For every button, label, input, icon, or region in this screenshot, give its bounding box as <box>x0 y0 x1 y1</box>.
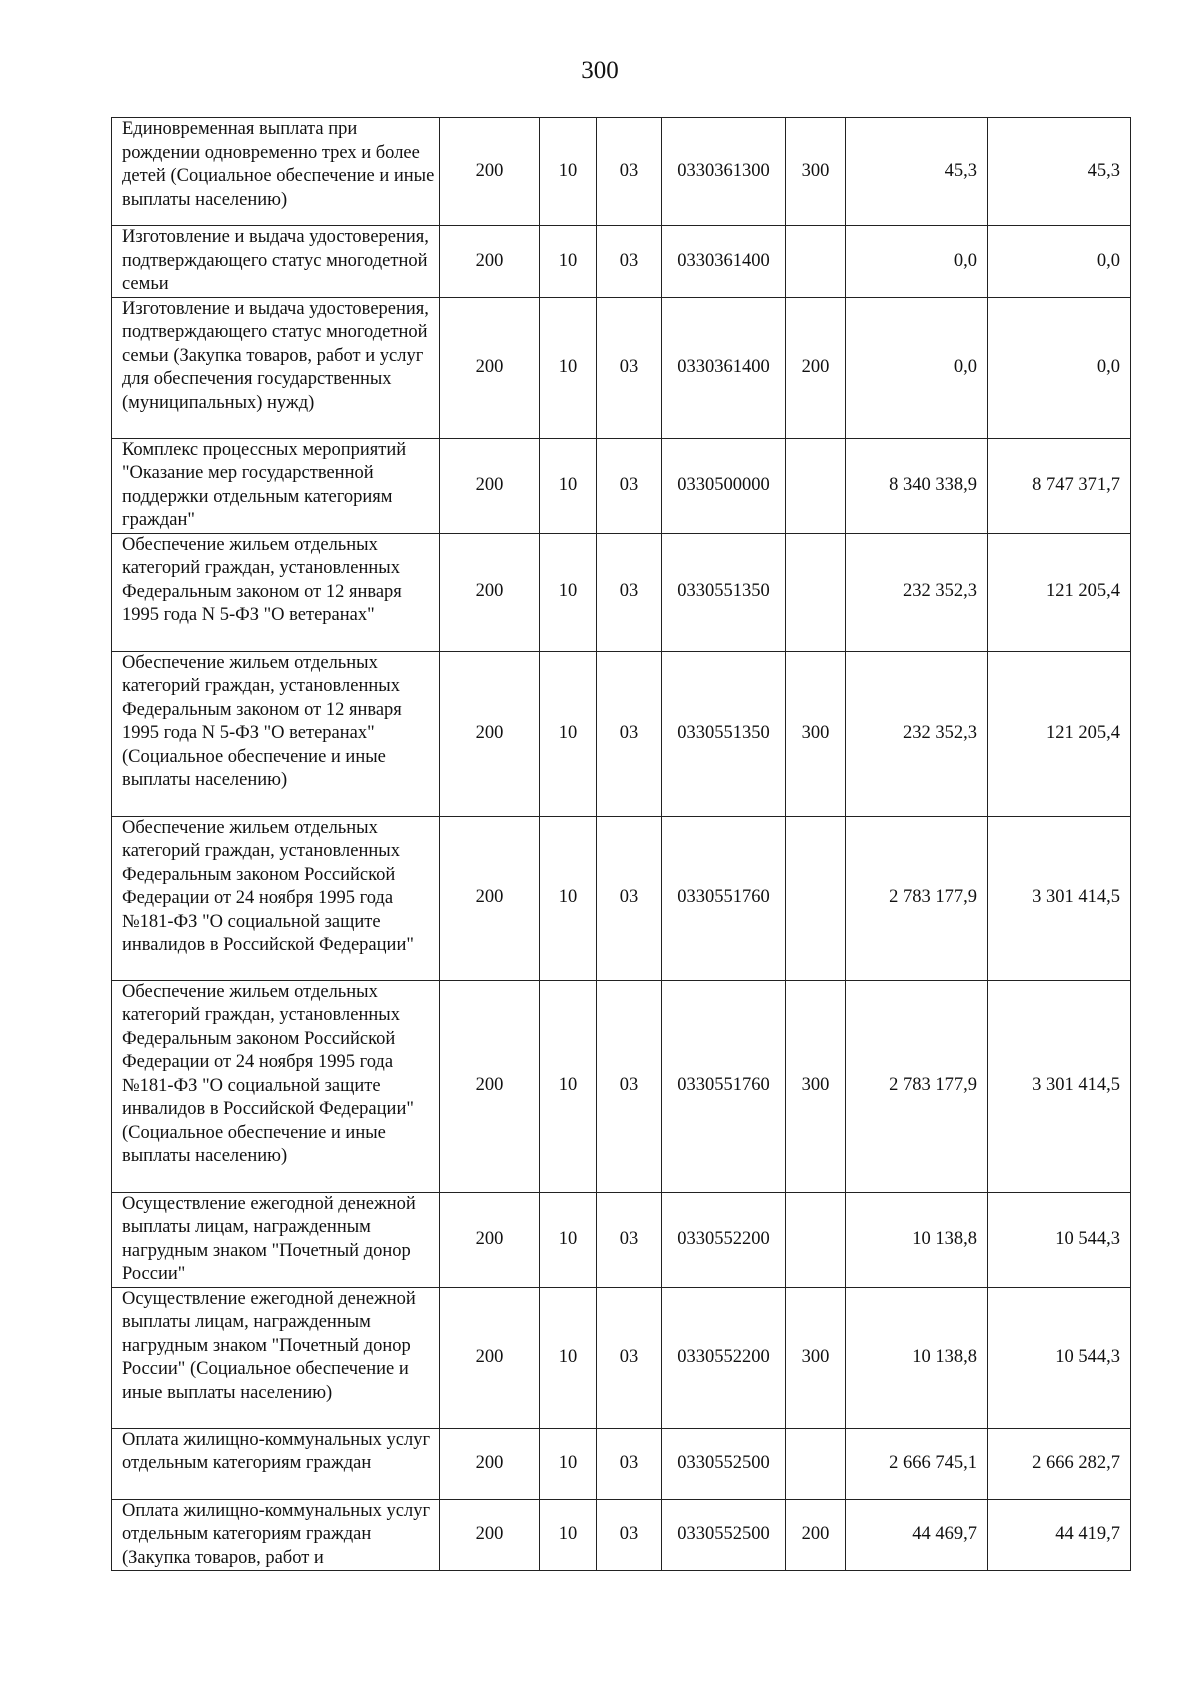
row-col-3: 03 <box>597 226 662 298</box>
row-vr <box>786 533 846 651</box>
row-vr: 300 <box>786 980 846 1192</box>
row-col-2: 10 <box>540 1192 597 1287</box>
row-sum-1: 232 352,3 <box>846 651 988 816</box>
row-sum-2: 3 301 414,5 <box>988 980 1131 1192</box>
row-sum-1: 44 469,7 <box>846 1499 988 1571</box>
row-vr: 300 <box>786 1287 846 1428</box>
row-code: 0330361400 <box>662 297 786 438</box>
table-row <box>112 1287 1131 1428</box>
row-code: 0330552200 <box>662 1287 786 1428</box>
row-col-1: 200 <box>440 226 540 298</box>
table-row <box>112 297 1131 438</box>
row-sum-2: 3 301 414,5 <box>988 816 1131 980</box>
row-col-2: 10 <box>540 980 597 1192</box>
row-name: Единовременная выплата при рождении одновременно трех и более детей (Социальное обеспечение и иные выплаты населению) <box>112 118 440 226</box>
row-col-3: 03 <box>597 651 662 816</box>
row-col-2: 10 <box>540 1428 597 1499</box>
row-col-3: 03 <box>597 118 662 226</box>
row-vr: 300 <box>786 118 846 226</box>
row-name: Обеспечение жильем отдельных категорий граждан, установленных Федеральным законом Российской Федерации от 24 ноября 1995 года №181-ФЗ "О социальной защите инвалидов в Российской Федерации" (Социальное обеспечение и иные выплаты населению) <box>112 980 440 1192</box>
row-code: 0330361400 <box>662 226 786 298</box>
table-row <box>112 226 1131 298</box>
row-code: 0330552200 <box>662 1192 786 1287</box>
row-vr <box>786 1192 846 1287</box>
table-row <box>112 1192 1131 1287</box>
row-sum-1: 2 666 745,1 <box>846 1428 988 1499</box>
row-sum-1: 10 138,8 <box>846 1287 988 1428</box>
row-col-3: 03 <box>597 980 662 1192</box>
row-name: Обеспечение жильем отдельных категорий граждан, установленных Федеральным законом от 12 января 1995 года N 5-ФЗ "О ветеранах" (Социальное обеспечение и иные выплаты населению) <box>112 651 440 816</box>
table-row <box>112 651 1131 816</box>
row-sum-1: 2 783 177,9 <box>846 980 988 1192</box>
row-col-1: 200 <box>440 438 540 533</box>
row-col-2: 10 <box>540 118 597 226</box>
row-sum-2: 10 544,3 <box>988 1192 1131 1287</box>
table-row <box>112 816 1131 980</box>
row-sum-1: 0,0 <box>846 297 988 438</box>
row-code: 0330551350 <box>662 533 786 651</box>
row-name: Изготовление и выдача удостоверения, подтверждающего статус многодетной семьи <box>112 226 440 298</box>
row-sum-2: 8 747 371,7 <box>988 438 1131 533</box>
row-sum-1: 10 138,8 <box>846 1192 988 1287</box>
page-number: 300 <box>581 57 619 84</box>
row-col-1: 200 <box>440 297 540 438</box>
row-col-3: 03 <box>597 1287 662 1428</box>
row-sum-1: 0,0 <box>846 226 988 298</box>
row-name: Оплата жилищно-коммунальных услуг отдельным категориям граждан <box>112 1428 440 1499</box>
table-row <box>112 533 1131 651</box>
row-sum-1: 2 783 177,9 <box>846 816 988 980</box>
row-col-3: 03 <box>597 816 662 980</box>
row-sum-2: 2 666 282,7 <box>988 1428 1131 1499</box>
row-name: Изготовление и выдача удостоверения, подтверждающего статус многодетной семьи (Закупка товаров, работ и услуг для обеспечения государственных (муниципальных) нужд) <box>112 297 440 438</box>
row-col-2: 10 <box>540 226 597 298</box>
row-code: 0330551760 <box>662 816 786 980</box>
row-vr <box>786 1428 846 1499</box>
row-col-1: 200 <box>440 1428 540 1499</box>
row-col-1: 200 <box>440 980 540 1192</box>
row-sum-1: 232 352,3 <box>846 533 988 651</box>
row-vr: 200 <box>786 1499 846 1571</box>
row-col-3: 03 <box>597 297 662 438</box>
row-vr <box>786 226 846 298</box>
row-name: Осуществление ежегодной денежной выплаты лицам, награжденным нагрудным знаком "Почетный донор России" <box>112 1192 440 1287</box>
table-row <box>112 980 1131 1192</box>
row-sum-2: 0,0 <box>988 226 1131 298</box>
row-col-1: 200 <box>440 1287 540 1428</box>
row-col-2: 10 <box>540 651 597 816</box>
row-vr <box>786 816 846 980</box>
row-name: Обеспечение жильем отдельных категорий граждан, установленных Федеральным законом Российской Федерации от 24 ноября 1995 года №181-ФЗ "О социальной защите инвалидов в Российской Федерации" <box>112 816 440 980</box>
row-col-2: 10 <box>540 1287 597 1428</box>
row-sum-2: 45,3 <box>988 118 1131 226</box>
budget-table <box>111 117 1131 1571</box>
row-sum-1: 45,3 <box>846 118 988 226</box>
row-col-3: 03 <box>597 533 662 651</box>
row-vr: 200 <box>786 297 846 438</box>
table-row <box>112 1499 1131 1571</box>
row-col-3: 03 <box>597 1499 662 1571</box>
row-col-2: 10 <box>540 1499 597 1571</box>
row-code: 0330361300 <box>662 118 786 226</box>
row-col-1: 200 <box>440 533 540 651</box>
row-col-2: 10 <box>540 533 597 651</box>
table-row <box>112 118 1131 226</box>
row-col-1: 200 <box>440 651 540 816</box>
row-sum-2: 121 205,4 <box>988 651 1131 816</box>
row-code: 0330552500 <box>662 1428 786 1499</box>
row-name: Осуществление ежегодной денежной выплаты лицам, награжденным нагрудным знаком "Почетный донор России" (Социальное обеспечение и иные выплаты населению) <box>112 1287 440 1428</box>
row-sum-2: 0,0 <box>988 297 1131 438</box>
row-col-1: 200 <box>440 118 540 226</box>
table-row <box>112 1428 1131 1499</box>
row-code: 0330551760 <box>662 980 786 1192</box>
row-code: 0330551350 <box>662 651 786 816</box>
row-col-2: 10 <box>540 297 597 438</box>
row-col-3: 03 <box>597 438 662 533</box>
row-sum-2: 44 419,7 <box>988 1499 1131 1571</box>
row-vr: 300 <box>786 651 846 816</box>
row-code: 0330500000 <box>662 438 786 533</box>
table-row <box>112 438 1131 533</box>
row-col-2: 10 <box>540 816 597 980</box>
row-col-1: 200 <box>440 1192 540 1287</box>
row-col-1: 200 <box>440 1499 540 1571</box>
row-sum-1: 8 340 338,9 <box>846 438 988 533</box>
row-col-1: 200 <box>440 816 540 980</box>
row-col-3: 03 <box>597 1428 662 1499</box>
row-sum-2: 121 205,4 <box>988 533 1131 651</box>
row-name: Оплата жилищно-коммунальных услуг отдельным категориям граждан (Закупка товаров, работ и <box>112 1499 440 1571</box>
row-col-2: 10 <box>540 438 597 533</box>
row-code: 0330552500 <box>662 1499 786 1571</box>
row-vr <box>786 438 846 533</box>
row-col-3: 03 <box>597 1192 662 1287</box>
row-name: Обеспечение жильем отдельных категорий граждан, установленных Федеральным законом от 12 января 1995 года N 5-ФЗ "О ветеранах" <box>112 533 440 651</box>
row-name: Комплекс процессных мероприятий "Оказание мер государственной поддержки отдельным категориям граждан" <box>112 438 440 533</box>
row-sum-2: 10 544,3 <box>988 1287 1131 1428</box>
